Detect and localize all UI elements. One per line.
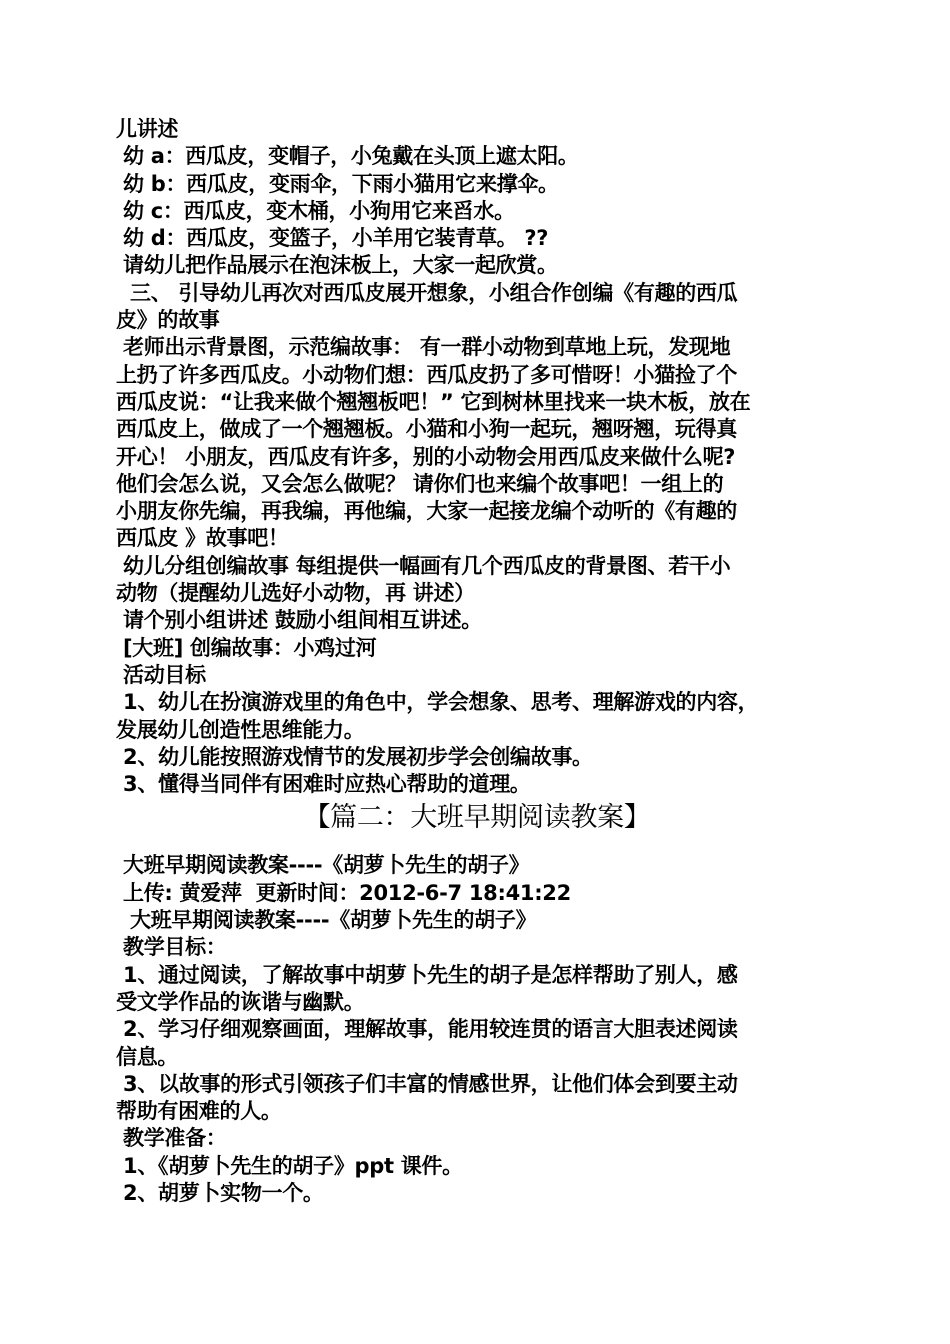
text-line: 动物（提醒幼儿选好小动物，再 讲述） (116, 581, 475, 606)
text-line: 西瓜皮 》故事吧！ (116, 526, 289, 551)
text-line: 信息。 (116, 1044, 179, 1069)
text-line: [大班] 创编故事：小鸡过河 (116, 635, 377, 660)
text-line: 幼 c：西瓜皮，变木桶，小狗用它来舀水。 (116, 198, 515, 223)
text-line: 幼儿分组创编故事 每组提供一幅画有几个西瓜皮的背景图、若干小 (116, 553, 731, 578)
section-heading: 【篇二：大班早期阅读教案】 (303, 802, 651, 834)
text-line: 1、幼儿在扮演游戏里的角色中，学会想象、思考、理解游戏的内容， (116, 690, 759, 715)
lesson-plan-section-1 (116, 116, 838, 798)
text-line: 教学目标： (116, 935, 227, 960)
text-line: 西瓜皮上，做成了一个翘翘板。小猫和小狗一起玩，翘呀翘，玩得真 (116, 417, 737, 442)
text-line: 1、《胡萝卜先生的胡子》ppt 课件。 (116, 1153, 463, 1178)
text-line: 他们会怎么说，又会怎么做呢？ 请你们也来编个故事吧！一组上的 (116, 471, 724, 496)
text-line: 幼 a：西瓜皮，变帽子，小兔戴在头顶上遮太阳。 (116, 144, 579, 169)
document-body (116, 116, 838, 1207)
text-line: 小朋友你先编，再我编，再他编，大家一起接龙编个动听的《有趣的 (116, 499, 737, 524)
text-line: 上扔了许多西瓜皮。小动物们想：西瓜皮扔了多可惜呀！小猫捡了个 (116, 362, 737, 387)
text-line: 发展幼儿创造性思维能力。 (116, 717, 365, 742)
text-line: 3、懂得当同伴有困难时应热心帮助的道理。 (116, 772, 531, 797)
text-line: 大班早期阅读教案----《胡萝卜先生的胡子》 (116, 908, 537, 933)
lesson-plan-section-2 (116, 852, 838, 1207)
text-line: 3、以故事的形式引领孩子们丰富的情感世界，让他们体会到要主动 (116, 1071, 738, 1096)
text-line: 1、通过阅读，了解故事中胡萝卜先生的胡子是怎样帮助了别人，感 (116, 962, 738, 987)
text-line: 西瓜皮说：“让我来做个翘翘板吧！” 它到树林里找来一块木板，放在 (116, 389, 751, 414)
text-line: 大班早期阅读教案----《胡萝卜先生的胡子》 (116, 853, 530, 878)
text-line: 请个别小组讲述 鼓励小组间相互讲述。 (116, 608, 482, 633)
text-line: 上传: 黄爱萍 更新时间：2012-6-7 18:41:22 (116, 880, 571, 905)
text-line: 帮助有困难的人。 (116, 1099, 282, 1124)
text-line: 儿讲述 (116, 117, 179, 141)
text-line: 皮》的故事 (116, 308, 220, 333)
text-line: 开心！ 小朋友，西瓜皮有许多，别的小动物会用西瓜皮来做什么呢? (116, 444, 736, 469)
text-line: 教学准备： (116, 1126, 227, 1151)
text-line: 2、胡萝卜实物一个。 (116, 1180, 324, 1205)
text-line: 2、学习仔细观察画面，理解故事，能用较连贯的语言大胆表述阅读 (116, 1017, 738, 1042)
text-line: 三、 引导幼儿再次对西瓜皮展开想象，小组合作创编《有趣的西瓜 (116, 280, 738, 305)
text-line: 幼 d：西瓜皮，变篮子，小羊用它装青草。 ?? (116, 226, 549, 251)
text-line: 受文学作品的诙谐与幽默。 (116, 989, 365, 1014)
text-line: 2、幼儿能按照游戏情节的发展初步学会创编故事。 (116, 744, 593, 769)
text-line: 活动目标 (116, 662, 206, 687)
text-line: 请幼儿把作品展示在泡沫板上，大家一起欣赏。 (116, 253, 558, 278)
text-line: 老师出示背景图，示范编故事： 有一群小动物到草地上玩，发现地 (116, 335, 731, 360)
text-line: 幼 b：西瓜皮，变雨伞，下雨小猫用它来撑伞。 (116, 171, 559, 196)
